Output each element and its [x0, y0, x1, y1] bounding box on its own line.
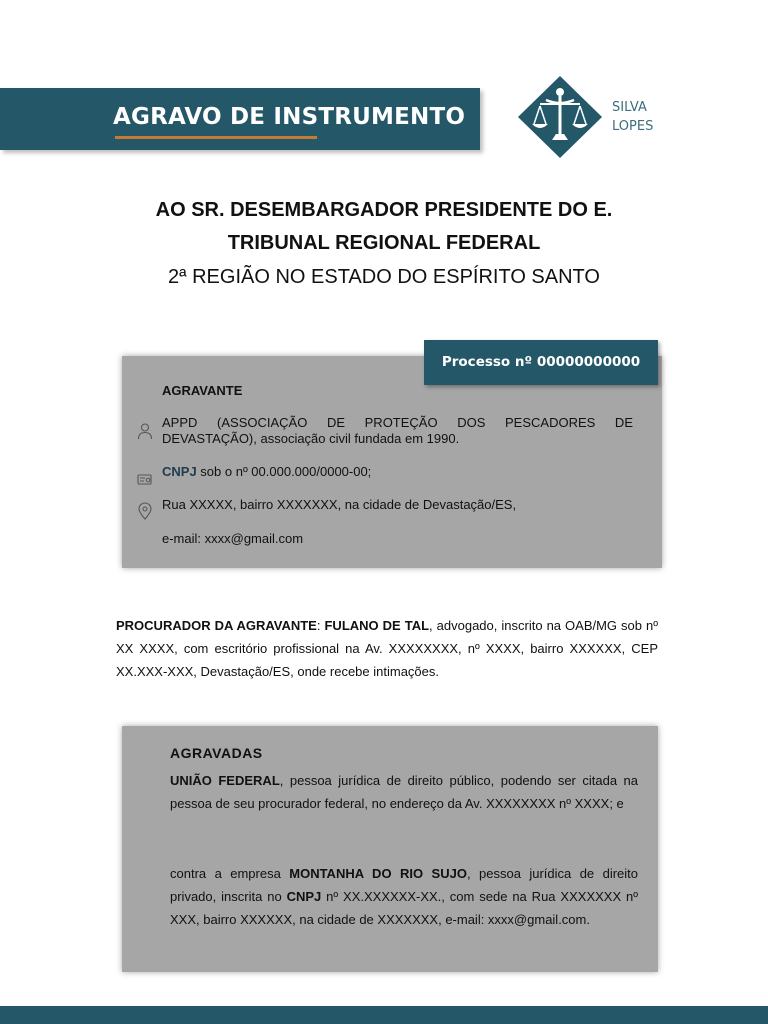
- logo-line2: LOPES: [612, 119, 654, 134]
- id-card-icon: [137, 471, 153, 489]
- procurador-paragraph: [116, 614, 658, 683]
- agravadas-box: [122, 726, 658, 972]
- cnpj-label: CNPJ: [162, 464, 197, 479]
- agravante-email: e-mail: xxxx@gmail.com: [162, 531, 304, 546]
- addressee-line3: 2ª REGIÃO NO ESTADO DO ESPÍRITO SANTO: [168, 266, 600, 288]
- agravadas-paragraph-2: [170, 862, 638, 931]
- agravante-cnpj: [162, 464, 371, 480]
- logo-line1: SILVA: [612, 100, 647, 115]
- person-icon: [137, 422, 153, 440]
- procurador-label: PROCURADOR DA AGRAVANTE: [116, 618, 317, 633]
- document-title: AGRAVO DE INSTRUMENTO: [113, 104, 466, 130]
- agravante-heading: AGRAVANTE: [162, 383, 243, 398]
- company-name: MONTANHA DO RIO SUJO: [289, 866, 467, 881]
- scales-of-justice-icon: [516, 76, 604, 158]
- uniao-federal-text: , pessoa jurídica de direito público, podendo ser citada na pessoa de seu procurador federal, no endereço da Av. XXXXXXXX nº XXXX; e: [170, 773, 638, 811]
- footer-bar: [0, 1006, 768, 1024]
- procurador-text: , advogado, inscrito na OAB/MG sob nº XX XXXX, com escritório profissional na Av. XXXXXXXX, nº XXXX, bairro XXXXXX, CEP XX.XXX-XXX, Devastação/ES, onde recebe intimações.: [116, 618, 658, 679]
- procurador-separator: :: [316, 618, 325, 633]
- title-underline: [115, 136, 317, 139]
- process-number-tag: Processo nº 00000000000: [424, 340, 658, 385]
- logo-wordmark: [612, 98, 653, 136]
- p2-cnpj-label: CNPJ: [286, 889, 322, 904]
- procurador-name: FULANO DE TAL: [324, 618, 430, 633]
- agravante-name: APPD (ASSOCIAÇÃO DE PROTEÇÃO DOS PESCADORES DE DEVASTAÇÃO), associação civil fundada em 1990.: [162, 415, 633, 446]
- location-pin-icon: [137, 502, 153, 520]
- agravante-address: Rua XXXXX, bairro XXXXXXX, na cidade de Devastação/ES,: [162, 497, 517, 512]
- cnpj-value: sob o nº 00.000.000/0000-00;: [196, 464, 372, 479]
- addressee-line1: AO SR. DESEMBARGADOR PRESIDENTE DO E.: [155, 199, 613, 221]
- agravadas-heading: AGRAVADAS: [170, 745, 263, 761]
- agravadas-paragraph-1: [170, 769, 638, 815]
- p2-middle: , pessoa jurídica de direito privado, inscrita no: [170, 866, 638, 904]
- p2-text: nº XX.XXXXXX-XX., com sede na Rua XXXXXXX nº XXX, bairro XXXXXX, na cidade de XXXXXXX, e-mail: xxxx@gmail.com.: [170, 889, 638, 927]
- addressee-line2: TRIBUNAL REGIONAL FEDERAL: [227, 232, 541, 254]
- p2-prefix: contra a empresa: [170, 866, 290, 881]
- uniao-federal-label: UNIÃO FEDERAL: [170, 773, 280, 788]
